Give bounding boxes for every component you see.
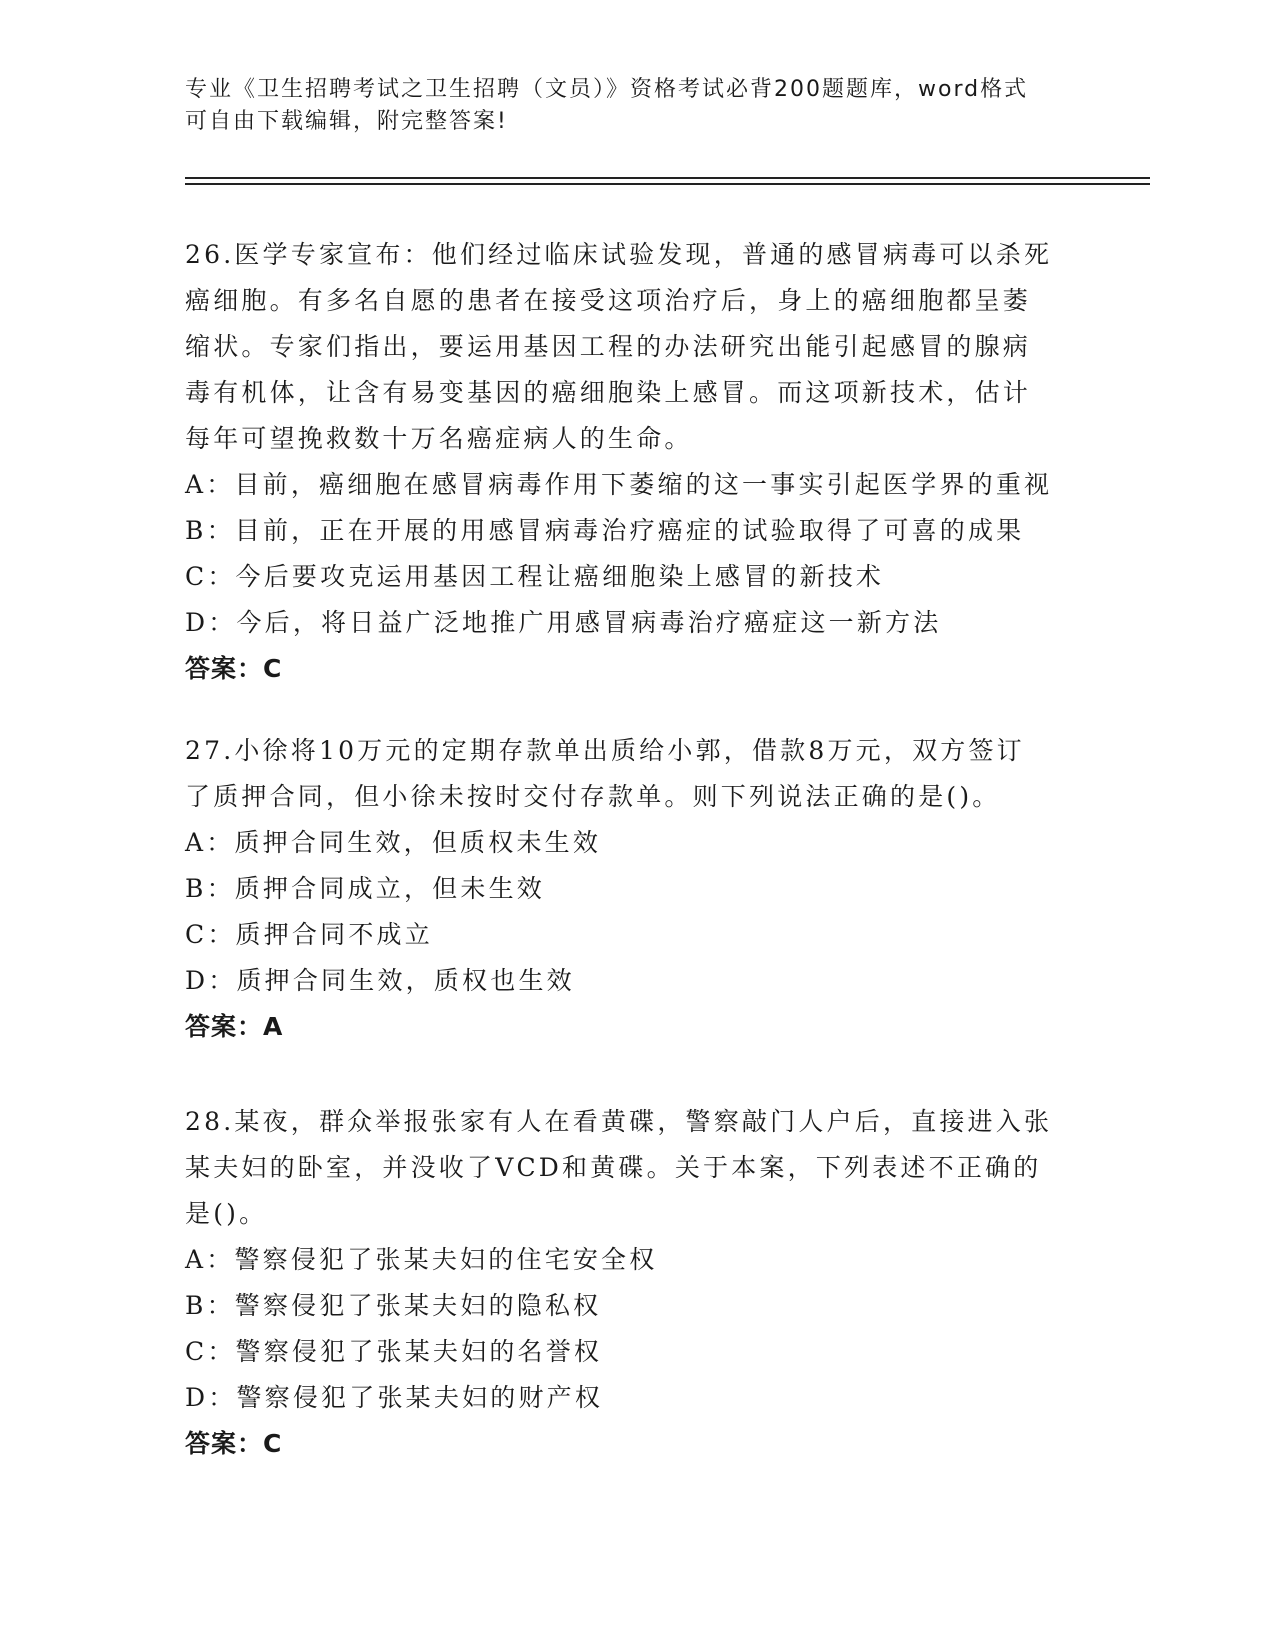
question-28 — [185, 1099, 1085, 1467]
question-stem-line: 是()。 — [185, 1199, 268, 1228]
option-d: D：警察侵犯了张某夫妇的财产权 — [185, 1383, 604, 1412]
question-stem-line: 某夫妇的卧室，并没收了VCD和黄碟。关于本案，下列表述不正确的 — [185, 1153, 1042, 1182]
option-a: A：警察侵犯了张某夫妇的住宅安全权 — [185, 1245, 658, 1274]
question-stem-line: 缩状。专家们指出，要运用基因工程的办法研究出能引起感冒的腺病 — [185, 332, 1032, 361]
option-c: C：质押合同不成立 — [185, 920, 433, 949]
question-stem-line: 每年可望挽救数十万名癌症病人的生命。 — [185, 424, 693, 453]
answer-label: 答案：C — [185, 654, 283, 683]
option-d: D：今后，将日益广泛地推广用感冒病毒治疗癌症这一新方法 — [185, 608, 942, 637]
question-stem-line: 28.某夜，群众举报张家有人在看黄碟，警察敲门人户后，直接进入张 — [185, 1107, 1053, 1136]
option-a: A：目前，癌细胞在感冒病毒作用下萎缩的这一事实引起医学界的重视 — [185, 470, 1053, 499]
option-d: D：质押合同生效，质权也生效 — [185, 966, 575, 995]
header-divider-bottom — [185, 183, 1150, 185]
option-c: C：今后要攻克运用基因工程让癌细胞染上感冒的新技术 — [185, 562, 885, 591]
header-divider-top — [185, 177, 1150, 179]
option-b: B：警察侵犯了张某夫妇的隐私权 — [185, 1291, 602, 1320]
question-stem-line: 毒有机体，让含有易变基因的癌细胞染上感冒。而这项新技术，估计 — [185, 378, 1032, 407]
header-title-line-2: 可自由下载编辑，附完整答案! — [185, 109, 508, 134]
answer-label: 答案：A — [185, 1012, 284, 1041]
answer-label: 答案：C — [185, 1429, 283, 1458]
option-c: C：警察侵犯了张某夫妇的名誉权 — [185, 1337, 603, 1366]
option-b: B：目前，正在开展的用感冒病毒治疗癌症的试验取得了可喜的成果 — [185, 516, 1025, 545]
question-stem-line: 了质押合同，但小徐未按时交付存款单。则下列说法正确的是()。 — [185, 782, 1001, 811]
option-a: A：质押合同生效，但质权未生效 — [185, 828, 602, 857]
question-26 — [185, 232, 1085, 692]
option-b: B：质押合同成立，但未生效 — [185, 874, 545, 903]
header-title-line-1: 专业《卫生招聘考试之卫生招聘（文员）》资格考试必背200题题库，word格式 — [185, 77, 1029, 102]
question-stem-line: 27.小徐将10万元的定期存款单出质给小郭，借款8万元，双方签订 — [185, 736, 1025, 765]
question-27 — [185, 728, 1085, 1050]
document-header — [185, 74, 1085, 138]
question-stem-line: 26.医学专家宣布：他们经过临床试验发现，普通的感冒病毒可以杀死 — [185, 240, 1053, 269]
question-stem-line: 癌细胞。有多名自愿的患者在接受这项治疗后，身上的癌细胞都呈萎 — [185, 286, 1032, 315]
